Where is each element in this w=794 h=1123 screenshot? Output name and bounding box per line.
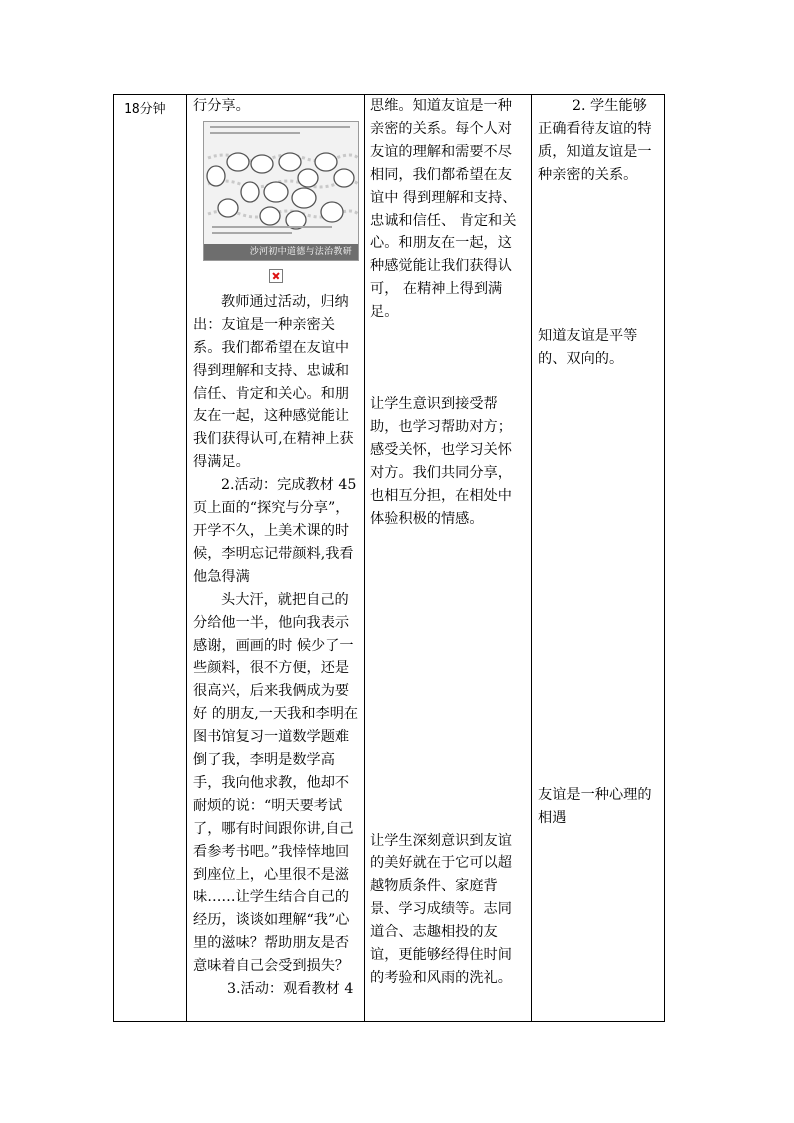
activity-3-text: 3.活动：观看教材 4 bbox=[227, 981, 354, 998]
broken-image-icon bbox=[269, 269, 283, 283]
activity-2-text: 2.活动：完成教材 45页上面的“探究与分享”，开学不久，上美术课的时候，李明忘记带颜料,我看他急得满 bbox=[193, 477, 357, 585]
intent-paragraph-2: 让学生意识到接受帮助，也学习帮助对方；感受关怀，也学习关怀对方。我们共同分享，也相互分担，在相处中体验积极的情感。 bbox=[370, 396, 512, 527]
activity-2-continued: 头大汗，就把自己的分给他一半，他向我表示感谢，画画的时 候少了一些颜料，很不方便，还是很高兴，后来我俩成为要好 的朋友,一天我和李明在图书馆复习一道数学题难倒了我，李明是数学高手，我向他求教，他却不耐烦的说：“明天要考试了，哪有时间跟你讲,自己看参考书吧。”我悻悻地回到座位上，心里很不是滋味……让学生结合自己的经历，谈谈如理解“我”心里的滋味？帮助朋友是否意味着自己会受到损失？ bbox=[193, 591, 359, 975]
goal-2: 知道友谊是平等的、双向的。 bbox=[538, 327, 638, 367]
time-text: 18分钟 bbox=[124, 102, 166, 117]
table-row bbox=[114, 95, 665, 1022]
bubble-diagram bbox=[204, 122, 358, 260]
goal-3: 友谊是一种心理的相遇 bbox=[538, 787, 652, 827]
time-cell bbox=[114, 95, 187, 1022]
intent-paragraph-1: 思维。知道友谊是一种亲密的关系。每个人对友谊的理解和需要不尽相同，我们都希望在友谊中 得到理解和支持、忠诚和信任、 肯定和关心。和朋友在一起，这种感觉能让我们获得认可， 在精神上得到满足。 bbox=[370, 98, 517, 321]
image-watermark-caption: 沙河初中道德与法治教研 bbox=[204, 244, 358, 260]
teacher-activity-cell bbox=[187, 95, 365, 1022]
intent-paragraph-3: 让学生深刻意识到友谊的美好就在于它可以超越物质条件、家庭背景、学习成绩等。志同道合、志趣相投的友谊，更能够经得住时间的考验和风雨的洗礼。 bbox=[370, 832, 512, 986]
activity-image bbox=[203, 121, 359, 261]
goals-cell bbox=[532, 95, 665, 1022]
lesson-plan-table bbox=[113, 94, 665, 1022]
goal-1: 2. 学生能够正确看待友谊的特质，知道友谊是一种亲密的关系。 bbox=[538, 98, 652, 183]
activity-text-line: 行分享。 bbox=[193, 98, 250, 114]
activity-summary: 教师通过活动，归纳出：友谊是一种亲密关系。我们都希望在友谊中得到理解和支持、忠诚和信任、肯定和关心。和朋友在一起，这种感觉能让我们获得认可,在精神上获得满足。 bbox=[193, 293, 354, 471]
design-intent-cell bbox=[365, 95, 532, 1022]
